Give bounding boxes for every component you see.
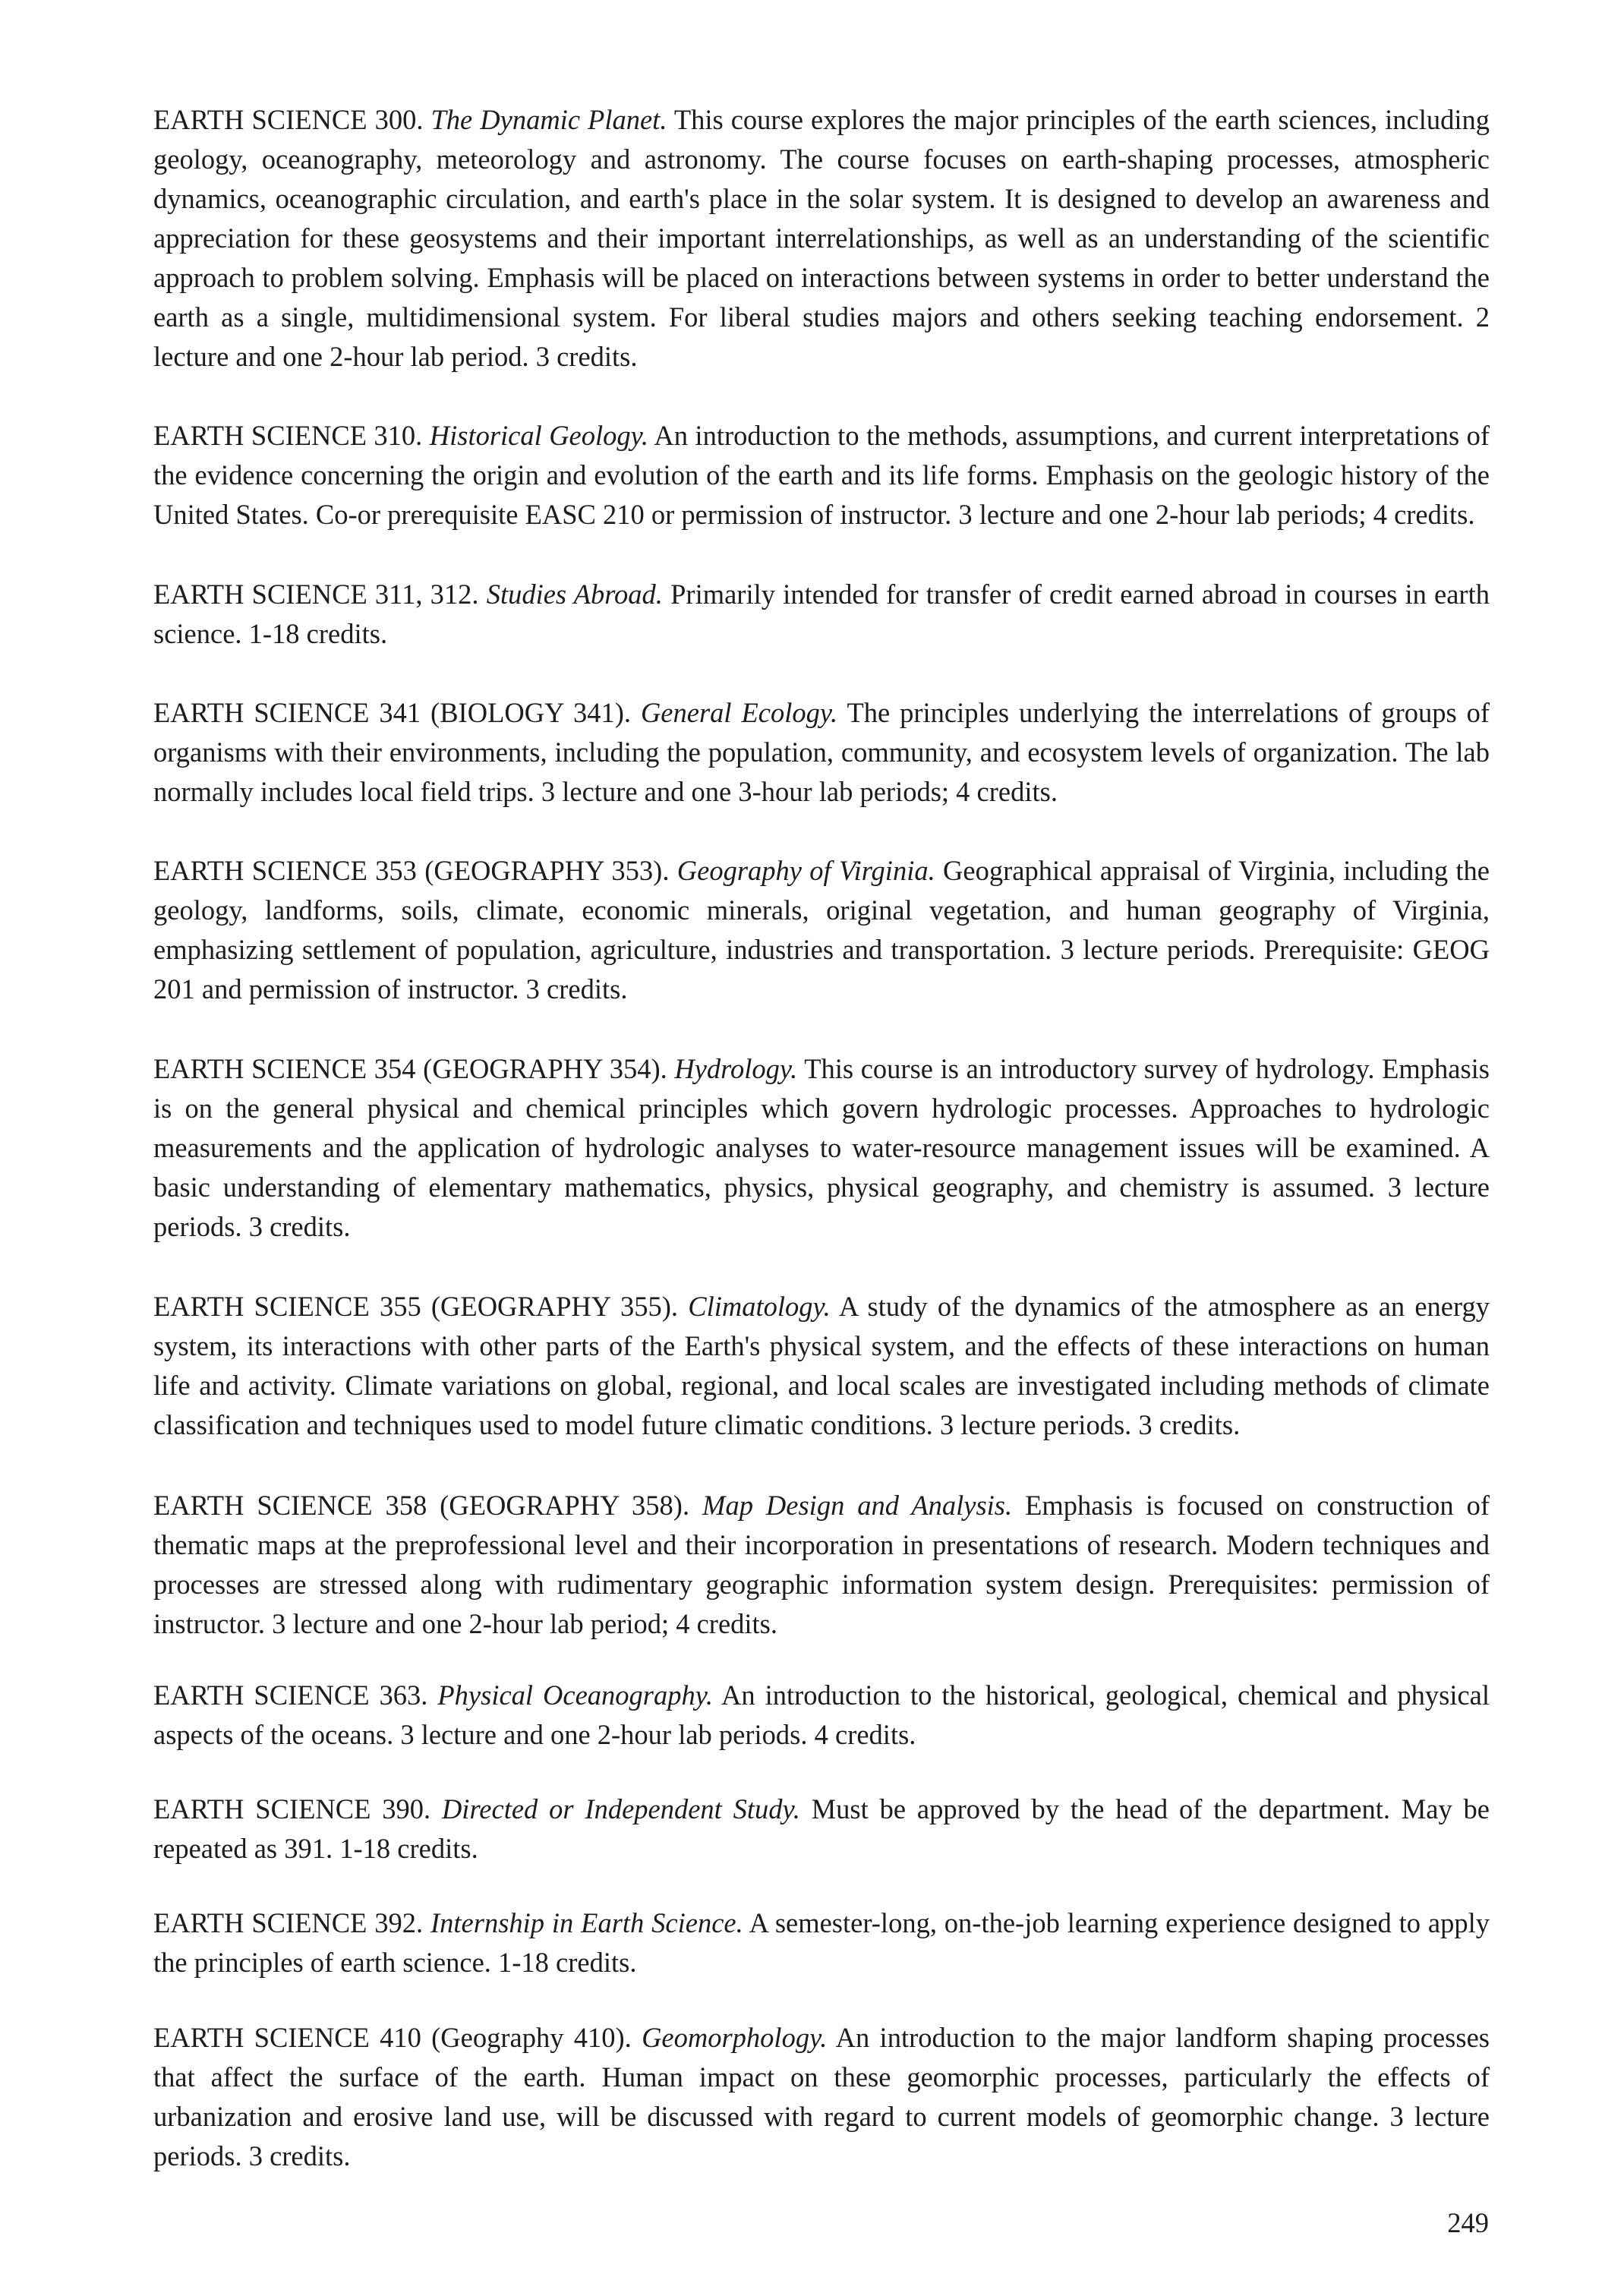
course-heading: EARTH SCIENCE 410 (Geography 410). [153, 2022, 632, 2053]
course-title: Physical Oceanography. [437, 1679, 714, 1711]
course-heading: EARTH SCIENCE 311, 312. [153, 579, 479, 610]
course-heading: EARTH SCIENCE 353 (GEOGRAPHY 353). [153, 855, 670, 886]
course-entry-earth-science-410 [153, 2018, 1490, 2176]
course-entry-earth-science-355 [153, 1287, 1490, 1445]
page-number: 249 [1447, 2207, 1489, 2238]
course-entry-earth-science-358 [153, 1486, 1490, 1644]
course-description: An introduction to the methods, assumptions, and current interpretations of the evidence concerning the origin and evolution of the earth and its life forms. Emphasis on the geologic history of the United States. Co-or prerequisite EASC 210 or permission of instructor. 3 lecture and one 2-hour lab periods; 4 credits. [153, 420, 1490, 530]
course-entry-earth-science-392 [153, 1903, 1490, 1982]
course-description: This course is an introductory survey of hydrology. Emphasis is on the general physical and chemical principles which govern hydrologic processes. Approaches to hydrologic measurements and the application of hydrologic analyses to water-resource management issues will be examined. A basic understanding of elementary mathematics, physics, physical geography, and chemistry is assumed. 3 lecture periods. 3 credits. [153, 1053, 1490, 1242]
course-description: This course explores the major principles of the earth sciences, including geology, oceanography, meteorology and astronomy. The course focuses on earth-shaping processes, atmospheric dynamics, oceanographic circulation, and earth's place in the solar system. It is designed to develop an awareness and appreciation for these geosystems and their important interrelationships, as well as an understanding of the scientific approach to problem solving. Emphasis will be placed on interactions between systems in order to better understand the earth as a single, multidimensional system. For liberal studies majors and others seeking teaching endorsement. 2 lecture and one 2-hour lab period. 3 credits. [153, 104, 1490, 372]
course-description: Geographical appraisal of Virginia, including the geology, landforms, soils, climate, economic minerals, original vegetation, and human geography of Virginia, emphasizing settlement of population, agriculture, industries and transportation. 3 lecture periods. Prerequisite: GEOG 201 and permission of instructor. 3 credits. [153, 855, 1490, 1004]
course-title: Hydrology. [674, 1053, 798, 1084]
course-title: Studies Abroad. [486, 579, 663, 610]
course-description: A semester-long, on-the-job learning experience designed to apply the principles of earth science. 1-18 credits. [153, 1907, 1490, 1978]
course-entry-earth-science-311-312 [153, 575, 1490, 654]
course-heading: EARTH SCIENCE 300. [153, 104, 424, 135]
course-title: Map Design and Analysis. [702, 1490, 1013, 1521]
course-heading: EARTH SCIENCE 310. [153, 420, 423, 451]
course-heading: EARTH SCIENCE 341 (BIOLOGY 341). [153, 697, 632, 728]
course-entry-earth-science-341 [153, 693, 1490, 812]
course-heading: EARTH SCIENCE 358 (GEOGRAPHY 358). [153, 1490, 690, 1521]
course-title: The Dynamic Planet. [430, 104, 667, 135]
course-heading: EARTH SCIENCE 390. [153, 1793, 431, 1824]
course-description: An introduction to the historical, geological, chemical and physical aspects of the oceans. 3 lecture and one 2-hour lab periods. 4 credits. [153, 1679, 1490, 1750]
course-title: Climatology. [688, 1291, 831, 1322]
course-description: A study of the dynamics of the atmosphere as an energy system, its interactions with other parts of the Earth's physical system, and the effects of these interactions on human life and activity. Climate variations on global, regional, and local scales are investigated including methods of climate classification and techniques used to model future climatic conditions. 3 lecture periods. 3 credits. [153, 1291, 1490, 1440]
course-entry-earth-science-300 [153, 100, 1490, 377]
course-entry-earth-science-353 [153, 851, 1490, 1009]
course-entry-earth-science-390 [153, 1790, 1490, 1869]
course-heading: EARTH SCIENCE 355 (GEOGRAPHY 355). [153, 1291, 679, 1322]
course-title: Directed or Independent Study. [441, 1793, 800, 1824]
course-description: Must be approved by the head of the department. May be repeated as 391. 1-18 credits. [153, 1793, 1490, 1864]
course-title: General Ecology. [640, 697, 838, 728]
course-entry-earth-science-363 [153, 1676, 1490, 1755]
course-title: Geomorphology. [642, 2022, 828, 2053]
course-description: Primarily intended for transfer of credit earned abroad in courses in earth science. 1-18 credits. [153, 579, 1490, 649]
course-title: Historical Geology. [429, 420, 648, 451]
course-title: Geography of Virginia. [676, 855, 935, 886]
course-heading: EARTH SCIENCE 354 (GEOGRAPHY 354). [153, 1053, 667, 1084]
course-description: Emphasis is focused on construction of thematic maps at the preprofessional level and their incorporation in presentations of research. Modern techniques and processes are stressed along with rudimentary geographic information system design. Prerequisites: permission of instructor. 3 lecture and one 2-hour lab period; 4 credits. [153, 1490, 1490, 1639]
course-description: The principles underlying the interrelations of groups of organisms with their environments, including the population, community, and ecosystem levels of organization. The lab normally includes local field trips. 3 lecture and one 3-hour lab periods; 4 credits. [153, 697, 1490, 807]
course-heading: EARTH SCIENCE 363. [153, 1679, 428, 1711]
course-description: An introduction to the major landform shaping processes that affect the surface of the earth. Human impact on these geomorphic processes, particularly the effects of urbanization and erosive land use, will be discussed with regard to current models of geomorphic change. 3 lecture periods. 3 credits. [153, 2022, 1490, 2171]
course-title: Internship in Earth Science. [430, 1907, 743, 1938]
course-heading: EARTH SCIENCE 392. [153, 1907, 424, 1938]
course-entry-earth-science-310 [153, 416, 1490, 535]
course-entry-earth-science-354 [153, 1049, 1490, 1247]
course-catalog-page [153, 100, 1490, 2176]
